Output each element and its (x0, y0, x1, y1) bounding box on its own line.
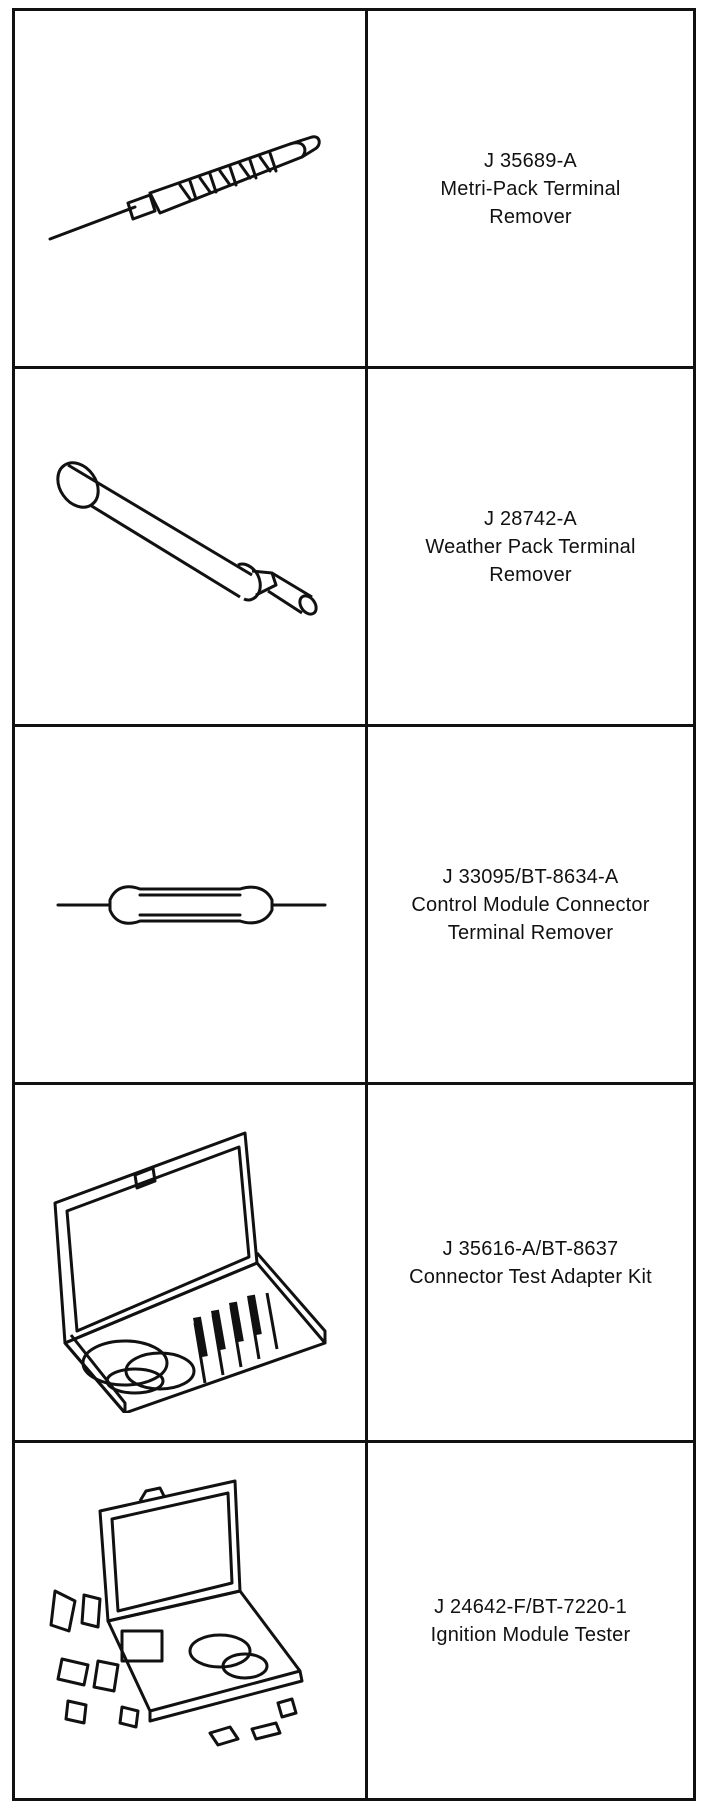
tool-description-cell (367, 1084, 695, 1442)
tool-illustration-cell (14, 1084, 367, 1442)
module-tester-case-icon (40, 1471, 340, 1771)
tool-row (14, 726, 695, 1084)
tool-name: Metri-Pack Terminal Remover (440, 177, 621, 228)
tool-illustration-cell (14, 726, 367, 1084)
special-tools-table (12, 8, 696, 1801)
tool-row (14, 1442, 695, 1800)
tool-name: Connector Test Adapter Kit (409, 1265, 652, 1288)
tool-row (14, 10, 695, 368)
tool-illustration-cell (14, 368, 367, 726)
tool-number: J 35616-A/BT-8637 (442, 1237, 619, 1260)
tool-number: J 24642-F/BT-7220-1 (434, 1595, 627, 1618)
tool-description-cell (367, 1442, 695, 1800)
tool-name: Ignition Module Tester (430, 1623, 631, 1646)
tool-number: J 33095/BT-8634-A (442, 865, 619, 888)
terminal-remover-pick-icon (40, 89, 340, 289)
tool-illustration-cell (14, 1442, 367, 1800)
tool-number: J 28742-A (484, 507, 577, 530)
adapter-kit-case-icon (35, 1113, 345, 1413)
tool-number: J 35689-A (484, 149, 577, 172)
tool-name: Control Module Connector Terminal Remover (411, 893, 650, 944)
tool-description-cell (367, 368, 695, 726)
tool-illustration-cell (14, 10, 367, 368)
double-ended-pick-icon (40, 845, 340, 965)
terminal-remover-cylinder-icon (40, 447, 340, 647)
tool-row (14, 368, 695, 726)
tool-row (14, 1084, 695, 1442)
tool-name: Weather Pack Terminal Remover (425, 535, 636, 586)
tool-description-cell (367, 726, 695, 1084)
tool-description-cell (367, 10, 695, 368)
